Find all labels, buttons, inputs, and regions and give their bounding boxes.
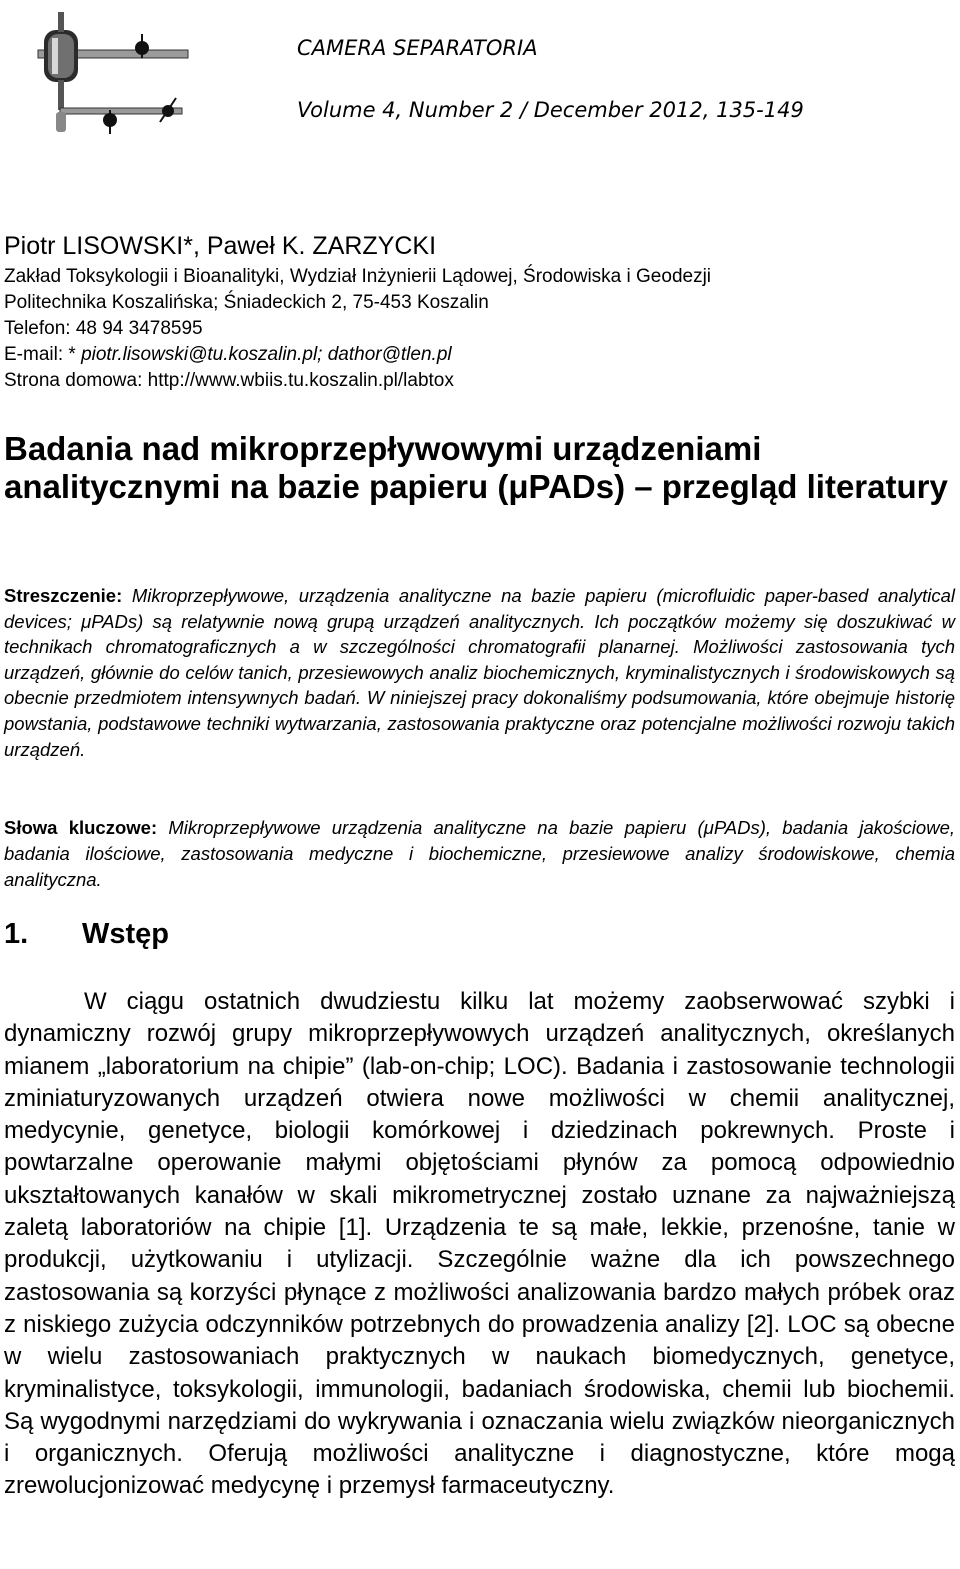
- keywords: [4, 815, 955, 893]
- affiliation-phone: Telefon: 48 94 3478595: [4, 318, 203, 339]
- affiliation-line-2: Politechnika Koszalińska; Śniadeckich 2, 75-453 Koszalin: [4, 292, 489, 313]
- keywords-label: Słowa kluczowe:: [4, 817, 158, 838]
- affiliation-email: [4, 343, 452, 367]
- authors: Piotr LISOWSKI*, Paweł K. ZARZYCKI: [4, 232, 437, 260]
- section-title: Wstęp: [82, 918, 169, 950]
- keywords-text: Mikroprzepływowe urządzenia analityczne na bazie papieru (μPADs), badania jakościowe, badania ilościowe, zastosowania medyczne i biochemiczne, przesiewowe analizy środowiskowe, chemia analityczna.: [4, 817, 955, 890]
- intro-paragraph: W ciągu ostatnich dwudziestu kilku lat możemy zaobserwować szybki i dynamiczny rozwój grupy mikroprzepływowych urządzeń analitycznych, określanych mianem „laboratorium na chipie” (lab-on-chip; LOC). Badania i zastosowanie technologii zminiaturyzowanych urządzeń otwiera nowe możliwości w chemii analitycznej, medycynie, genetyce, biologii komórkowej i dziedzinach pokrewnych. Proste i powtarzalne operowanie małymi objętościami płynów za pomocą odpowiednio ukształtowanych kanałów w skali mikrometrycznej zostało uznane za najważniejszą zaletą laboratoriów na chipie [1]. Urządzenia te są małe, lekkie, przenośne, tanie w produkcji, użytkowaniu i utylizacji. Szczególnie ważne dla ich powszechnego zastosowania są korzyści płynące z możliwości analizowania bardzo małych próbek oraz z niskiego zużycia odczynników potrzebnych do prowadzenia analizy [2]. LOC są obecne w wielu zastosowaniach praktycznych w naukach biomedycznych, genetyce, kryminalistyce, toksykologii, immunologii, badaniach środowiska, chemii lub biochemii. Są wygodnymi narzędziami do wykrywania i oznaczania wielu związków nieorganicznych i organicznych. Oferują możliwości analityczne i diagnostyczne, które mogą zrewolucjonizować medycynę i przemysł farmaceutyczny.: [4, 988, 955, 1500]
- abstract-label: Streszczenie:: [4, 585, 123, 606]
- journal-name: CAMERA SEPARATORIA: [297, 36, 538, 60]
- email-value[interactable]: piotr.lisowski@tu.koszalin.pl; dathor@tlen.pl: [81, 344, 452, 365]
- paper-title: Badania nad mikroprzepływowymi urządzeniami analitycznymi na bazie papieru (μPADs) – przegląd literatury: [4, 430, 948, 505]
- abstract-text: Mikroprzepływowe, urządzenia analityczne na bazie papieru (microfluidic paper-based analytical devices; μPADs) są relatywnie nową grupą urządzeń analitycznych. Ich początków możemy się doszukiwać w technikach chromatograficznych a w szczególności chromatografii planarnej. Możliwości zastosowania tych urządzeń, głównie do celów tanich, przesiewowych analiz biochemicznych, kryminalistycznych i środowiskowych są obecnie przedmiotem intensywnych badań. W niniejszej pracy dokonaliśmy podsumowania, które obejmuje historię powstania, podstawowe techniki wytwarzania, zastosowania praktyczne oraz potencjalne możliwości rozwoju takich urządzeń.: [4, 585, 956, 760]
- email-label: E-mail: *: [4, 344, 82, 365]
- section-number: 1.: [4, 918, 29, 950]
- affiliation-line-1: Zakład Toksykologii i Bioanalityki, Wydział Inżynierii Lądowej, Środowiska i Geodezji: [4, 266, 712, 287]
- abstract: [4, 583, 955, 762]
- affiliation-homepage[interactable]: Strona domowa: http://www.wbiis.tu.koszalin.pl/labtox: [4, 370, 454, 391]
- journal-issue: Volume 4, Number 2 / December 2012, 135-149: [297, 98, 804, 122]
- section-heading: [4, 918, 169, 951]
- journal-logo: [30, 12, 190, 142]
